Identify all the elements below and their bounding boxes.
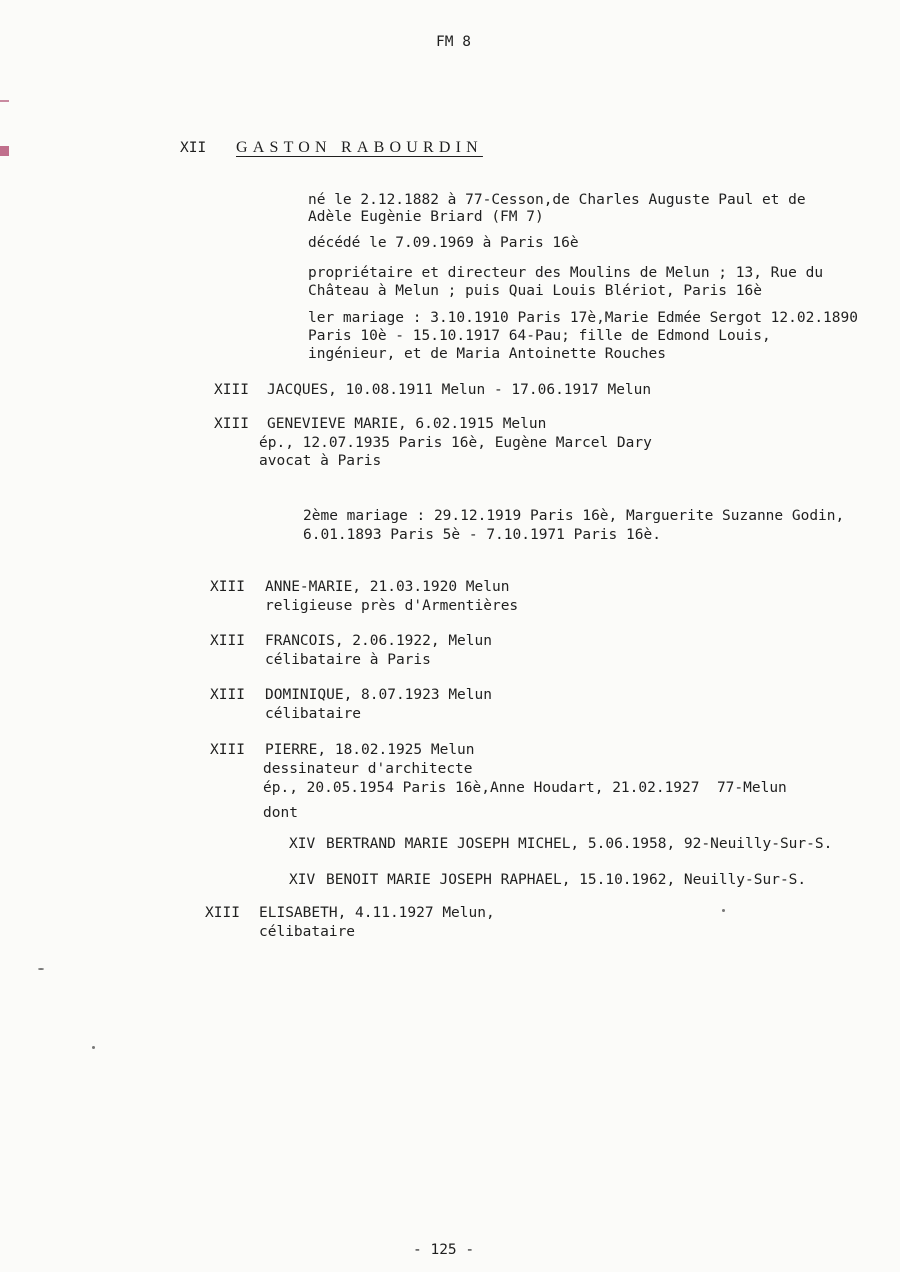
child-entry: dont — [263, 805, 298, 821]
child-entry: PIERRE, 18.02.1925 Melun — [265, 742, 475, 758]
child-entry: DOMINIQUE, 8.07.1923 Melun — [265, 687, 492, 703]
page-number: - 125 - — [413, 1242, 475, 1258]
child-entry: GENEVIEVE MARIE, 6.02.1915 Melun — [267, 416, 547, 432]
child-generation: XIII — [210, 742, 245, 758]
child-entry: célibataire — [259, 924, 356, 940]
child-entry: ANNE-MARIE, 21.03.1920 Melun — [265, 579, 510, 595]
speck — [722, 909, 725, 912]
child-entry: FRANCOIS, 2.06.1922, Melun — [265, 633, 492, 649]
detail-line: né le 2.12.1882 à 77-Cesson,de Charles Auguste Paul et de — [308, 192, 806, 208]
child-generation: XIII — [210, 687, 245, 703]
detail-line: décédé le 7.09.1969 à Paris 16è — [308, 235, 579, 251]
detail-line: propriétaire et directeur des Moulins de Melun ; 13, Rue du — [308, 265, 824, 281]
detail-line: Adèle Eugènie Briard (FM 7) — [308, 209, 544, 225]
child-entry: avocat à Paris — [259, 453, 382, 469]
detail-line: Paris 10è - 15.10.1917 64-Pau; fille de Edmond Louis, — [308, 328, 771, 344]
grandchild-generation: XIV — [289, 872, 316, 888]
child-generation: XIII — [205, 905, 240, 921]
child-entry: JACQUES, 10.08.1911 Melun - 17.06.1917 Melun — [267, 382, 652, 398]
detail-line: ingénieur, et de Maria Antoinette Rouches — [308, 346, 666, 362]
marriage-line: 2ème mariage : 29.12.1919 Paris 16è, Marguerite Suzanne Godin, — [303, 508, 845, 524]
grandchild-entry: BENOIT MARIE JOSEPH RAPHAEL, 15.10.1962, Neuilly-Sur-S. — [326, 872, 807, 888]
marriage-line: 6.01.1893 Paris 5è - 7.10.1971 Paris 16è. — [303, 527, 661, 543]
child-generation: XIII — [210, 633, 245, 649]
child-generation: XIII — [214, 382, 249, 398]
person-name-heading: GASTON RABOURDIN — [236, 139, 483, 156]
grandchild-entry: BERTRAND MARIE JOSEPH MICHEL, 5.06.1958, 92-Neuilly-Sur-S. — [326, 836, 833, 852]
detail-line: Château à Melun ; puis Quai Louis Blériot, Paris 16è — [308, 283, 762, 299]
child-entry: ELISABETH, 4.11.1927 Melun, — [259, 905, 495, 921]
grandchild-generation: XIV — [289, 836, 316, 852]
child-entry: ép., 12.07.1935 Paris 16è, Eugène Marcel Dary — [259, 435, 652, 451]
margin-mark — [0, 146, 9, 156]
speck — [38, 968, 44, 970]
detail-line: ler mariage : 3.10.1910 Paris 17è,Marie Edmée Sergot 12.02.1890 — [308, 310, 858, 326]
child-entry: célibataire — [265, 706, 362, 722]
document-ref: FM 8 — [436, 34, 471, 50]
child-entry: religieuse près d'Armentières — [265, 598, 519, 614]
child-generation: XIII — [210, 579, 245, 595]
child-generation: XIII — [214, 416, 249, 432]
generation-label: XII — [180, 140, 207, 156]
child-entry: célibataire à Paris — [265, 652, 431, 668]
child-entry: dessinateur d'architecte — [263, 761, 473, 777]
margin-mark — [0, 100, 9, 102]
child-entry: ép., 20.05.1954 Paris 16è,Anne Houdart, 21.02.1927 77-Melun — [263, 780, 787, 796]
speck — [92, 1046, 95, 1049]
